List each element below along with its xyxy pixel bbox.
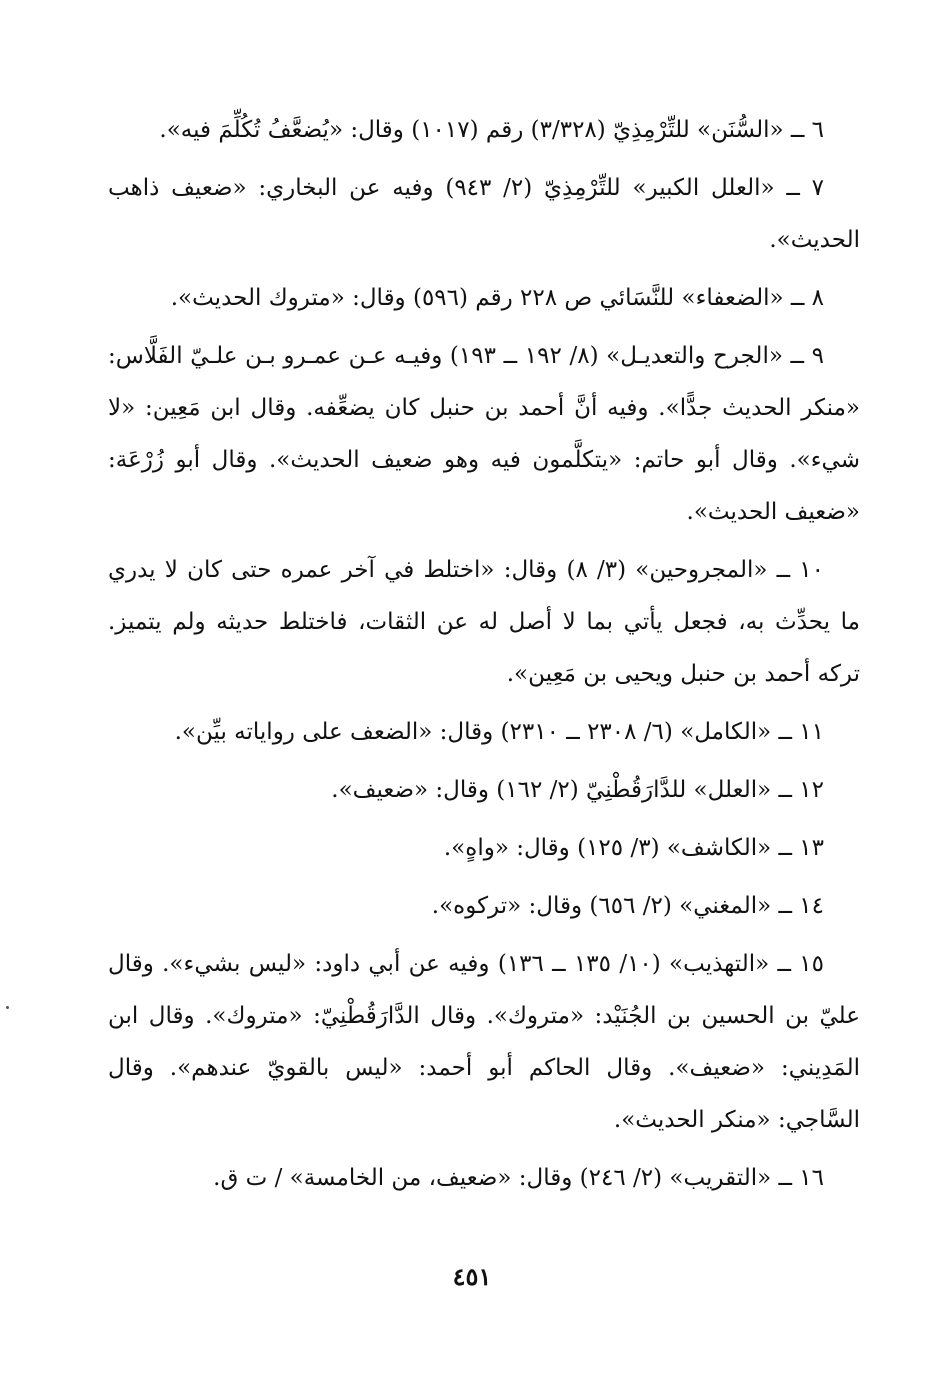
- entry-13: ١٣ ــ «الكاشف» (٣/ ١٢٥) وقال: «واهٍ».: [443, 835, 824, 861]
- entries-block: [108, 104, 860, 1204]
- margin-dot: [6, 1006, 9, 1009]
- entry-10: ١٠ ــ «المجروحين» (٣/ ٨) وقال: «اختلط في آخر عمره حتى كان لا يدري ما يحدِّث به، فجعل يأتي بما لا أصل له عن الثقات، فاختلط حديثه ولم يتميز. تركه أحمد بن حنبل ويحيى بن مَعِين».: [108, 557, 860, 687]
- page-number: ٤٥١: [452, 1262, 492, 1291]
- entry-12: ١٢ ــ «العلل» للدَّارَقُطْنِيّ (٢/ ١٦٢) وقال: «ضعيف».: [331, 777, 824, 803]
- entry-7: ٧ ــ «العلل الكبير» للتِّرْمِذِيّ (٢/ ٩٤٣) وفيه عن البخاري: «ضعيف ذاهب الحديث».: [108, 175, 860, 253]
- entry-11: ١١ ــ «الكامل» (٦/ ٢٣٠٨ ــ ٢٣١٠) وقال: «الضعف على رواياته بيِّن».: [174, 719, 824, 745]
- entry-16: ١٦ ــ «التقريب» (٢/ ٢٤٦) وقال: «ضعيف، من الخامسة» / ت ق.: [213, 1165, 824, 1191]
- entry-15: ١٥ ــ «التهذيب» (١٠/ ١٣٥ ــ ١٣٦) وفيه عن أبي داود: «ليس بشيء». وقال عليّ بن الحسين بن الجُنَيْد: «متروك». وقال الدَّارَقُطْنِيّ: «متروك». وقال ابن المَدِيني: «ضعيف». وقال الحاكم أبو أحمد: «ليس بالقويّ عندهم». وقال السَّاجي: «منكر الحديث».: [108, 951, 860, 1133]
- entry-14: ١٤ ــ «المغني» (٢/ ٦٥٦) وقال: «تركوه».: [431, 893, 824, 919]
- entry-9: ٩ ــ «الجرح والتعديـل» (٨/ ١٩٢ ــ ١٩٣) وفيـه عـن عمـرو بـن علـيّ الفَلَّاس: «منكر الحديث جدًّا». وفيه أنَّ أحمد بن حنبل كان يضعِّفه. وقال ابن مَعِين: «لا شيء». وقال أبو حاتم: «يتكلَّمون فيه وهو ضعيف الحديث». وقال أبو زُرْعَة: «ضعيف الحديث».: [108, 343, 860, 525]
- entry-8: ٨ ــ «الضعفاء» للنَّسَائي ص ٢٢٨ رقم (٥٩٦) وقال: «متروك الحديث».: [170, 285, 824, 311]
- entry-6: ٦ ــ «السُّنَن» للتِّرْمِذِيّ (٣/٣٢٨) رقم (١٠١٧) وقال: «يُضعَّفُ تُكُلِّمَ فيه».: [159, 117, 824, 143]
